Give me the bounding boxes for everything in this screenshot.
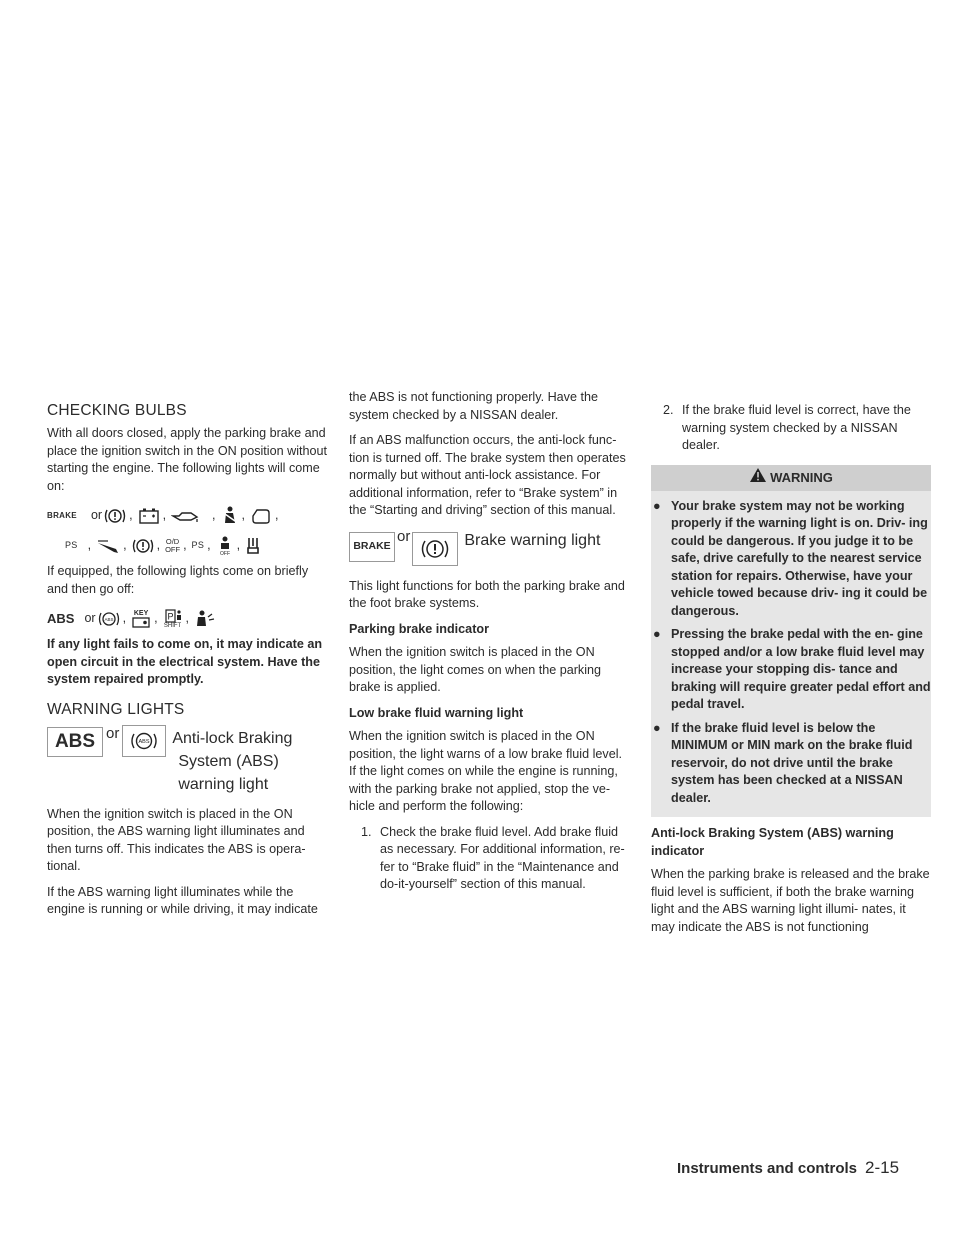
seat-belt-icon <box>221 505 239 527</box>
bullet-icon: ● <box>653 627 661 641</box>
or-text: or <box>84 611 96 626</box>
abs-circle-icon <box>98 609 120 629</box>
airbag-off-icon <box>216 535 234 557</box>
step-text: If the brake fluid level is correct, have the warning system checked by a NISSAN dealer. <box>682 403 911 452</box>
power-steering-text-icon: PS <box>65 540 78 551</box>
warning-title: WARNING <box>770 469 833 485</box>
separator: , <box>236 538 241 553</box>
warning-item <box>651 626 931 714</box>
abs-paragraph-3: the ABS is not functioning properly. Have the system checked by a NISSAN dealer. <box>349 390 598 422</box>
separator: , <box>275 508 279 523</box>
abs-malfunction-paragraph: If an ABS malfunction occurs, the anti-lock func- tion is turned off. The brake system then operates normally but without anti-lock assistance. For additional information, refer to “Brake system” in the “Starting and driving” section of this manual. <box>349 433 626 517</box>
svg-text:ABS: ABS <box>138 738 150 745</box>
warning-header <box>651 465 931 491</box>
or-text: or <box>106 724 120 742</box>
brake-light-function-text: This light functions for both the parking brake and the foot brake systems. <box>349 578 625 610</box>
abs-title-line-1: Anti-lock Braking <box>172 729 293 747</box>
step-number: 2. <box>663 403 674 417</box>
low-brake-fluid-subheading: Low brake fluid warning light <box>349 705 524 720</box>
separator: , <box>162 508 167 523</box>
checking-bulbs-intro: With all doors closed, apply the parking brake and place the ignition switch in the ON position without starting the engine. The following lights will come on: <box>47 426 328 493</box>
separator: , <box>185 611 190 626</box>
key-label: KEY <box>133 610 149 617</box>
abs-text-box: ABS <box>47 727 103 757</box>
brake-text-box: BRAKE <box>349 532 395 562</box>
oil-pressure-icon <box>171 508 199 524</box>
or-text: or <box>90 508 103 523</box>
abs-warning-light-block <box>47 725 327 796</box>
abs-paragraph-1: When the ignition switch is placed in the ON position, the ABS warning light illuminates and then turns off. This indicates the ABS is opera- tional. <box>47 806 306 873</box>
step-text: Check the brake fluid level. Add brake fluid as necessary. For additional information, re- fer to “Brake fluid” in the “Maintenance and do-it-yourself” section of this manual. <box>380 824 625 891</box>
warning-triangle-icon <box>749 467 767 488</box>
separator: , <box>241 508 246 523</box>
if-equipped-text: If equipped, the following lights come on briefly and then go off: <box>47 564 309 596</box>
separator: , <box>154 611 158 626</box>
section-title: Instruments and controls <box>677 1160 858 1177</box>
overdrive-off-icon <box>165 538 180 554</box>
warning-item-text: Your brake system may not be working properly if the warning light is on. Driv- ing could be dangerous. If you judge it to be safe, drive carefully to the nearest service station for repairs. Otherwise, have your vehicle towed because driv- ing it could be dangerous. <box>671 498 928 618</box>
warning-lights-heading: WARNING LIGHTS <box>47 700 185 718</box>
abs-warning-title <box>172 725 292 796</box>
washer-fluid-icon <box>96 537 120 555</box>
step-number: 1. <box>361 824 372 839</box>
separator: , <box>207 538 211 553</box>
parking-brake-paragraph: When the ignition switch is placed in the ON position, the light comes on when the parking brake is applied. <box>349 645 602 694</box>
bulb-icons-row-2 <box>47 533 327 559</box>
low-brake-fluid-paragraph: When the ignition switch is placed in the ON position, the light warns of a low brake fluid level. If the light comes on while the engine is running, with the parking brake not applied, stop the ve- hicle and perform the following: <box>349 729 623 813</box>
bullet-icon: ● <box>653 720 661 735</box>
svg-text:P: P <box>167 611 174 622</box>
battery-charge-icon <box>138 507 160 525</box>
fail-notice: If any light fails to come on, it may indicate an open circuit in the electrical system. Have the system repaired promptly. <box>47 637 323 686</box>
abs-title-line-3: warning light <box>178 775 269 793</box>
brake-warning-icon <box>104 506 126 526</box>
separator: , <box>122 611 127 626</box>
shift-label: SHIFT <box>163 623 182 629</box>
master-warning-icon <box>132 536 154 556</box>
separator: , <box>129 508 133 523</box>
separator: , <box>212 508 216 523</box>
checking-bulbs-heading: CHECKING BULBS <box>47 402 187 419</box>
power-steering-text-icon-2: PS <box>191 540 205 551</box>
bullet-icon: ● <box>653 498 661 513</box>
brake-warning-light-block <box>349 528 629 566</box>
column-2 <box>349 390 629 902</box>
warning-item-text: If the brake fluid level is below the MINIMUM or MIN mark on the brake fluid reservoir, do not drive until the brake system has been checked at a NISSAN dealer. <box>671 720 913 805</box>
warning-body <box>651 491 931 818</box>
warning-item-text: Pressing the brake pedal with the en- gine stopped and/or a low brake fluid level may increase your stopping dis- tance and braking will require greater pedal effort and pedal travel. <box>671 627 931 711</box>
brake-text-icon: BRAKE <box>47 511 77 521</box>
abs-paragraph-2: If the ABS warning light illuminates while the engine is running or while driving, it may indicate <box>47 884 318 916</box>
warning-item <box>651 720 931 808</box>
warning-box <box>651 465 931 818</box>
off-label: OFF <box>165 545 181 554</box>
or-text: or <box>397 527 411 545</box>
abs-text-icon: ABS <box>47 611 75 627</box>
column-1 <box>47 402 327 927</box>
brake-warning-title: Brake warning light <box>464 531 601 549</box>
security-key-icon <box>131 610 151 628</box>
door-open-icon <box>250 507 272 525</box>
bulb-icons-row-3 <box>47 606 327 632</box>
separator: , <box>123 538 127 553</box>
warning-item <box>651 498 931 621</box>
od-label: O/D <box>165 537 180 546</box>
column-3 <box>651 402 931 944</box>
p-shift-icon <box>163 609 183 629</box>
low-tire-pressure-icon <box>245 536 261 556</box>
abs-circle-icon <box>122 725 166 757</box>
list-item <box>349 824 629 894</box>
parking-brake-indicator-subheading: Parking brake indicator <box>349 621 489 636</box>
abs-title-line-2: System (ABS) <box>178 752 279 770</box>
steps-list-continued <box>651 402 931 455</box>
separator: , <box>183 538 187 553</box>
abs-indicator-paragraph: When the parking brake is released and the brake fluid level is sufficient, if both the brake warning light and the ABS warning light illumi- nates, it may indicate the ABS is not functioning <box>651 867 930 934</box>
list-item <box>651 402 931 455</box>
svg-text:OFF: OFF <box>219 551 230 557</box>
separator: , <box>87 538 92 553</box>
brake-warning-icon <box>412 532 458 566</box>
svg-text:ABS: ABS <box>104 617 114 622</box>
abs-indicator-subheading: Anti-lock Braking System (ABS) warning indicator <box>651 826 894 858</box>
page-number: 2-15 <box>865 1158 900 1177</box>
passenger-airbag-icon <box>194 609 216 629</box>
steps-list <box>349 824 629 894</box>
bulb-icons-row-1 <box>47 503 327 529</box>
page-footer <box>677 1158 899 1178</box>
separator: , <box>156 538 161 553</box>
